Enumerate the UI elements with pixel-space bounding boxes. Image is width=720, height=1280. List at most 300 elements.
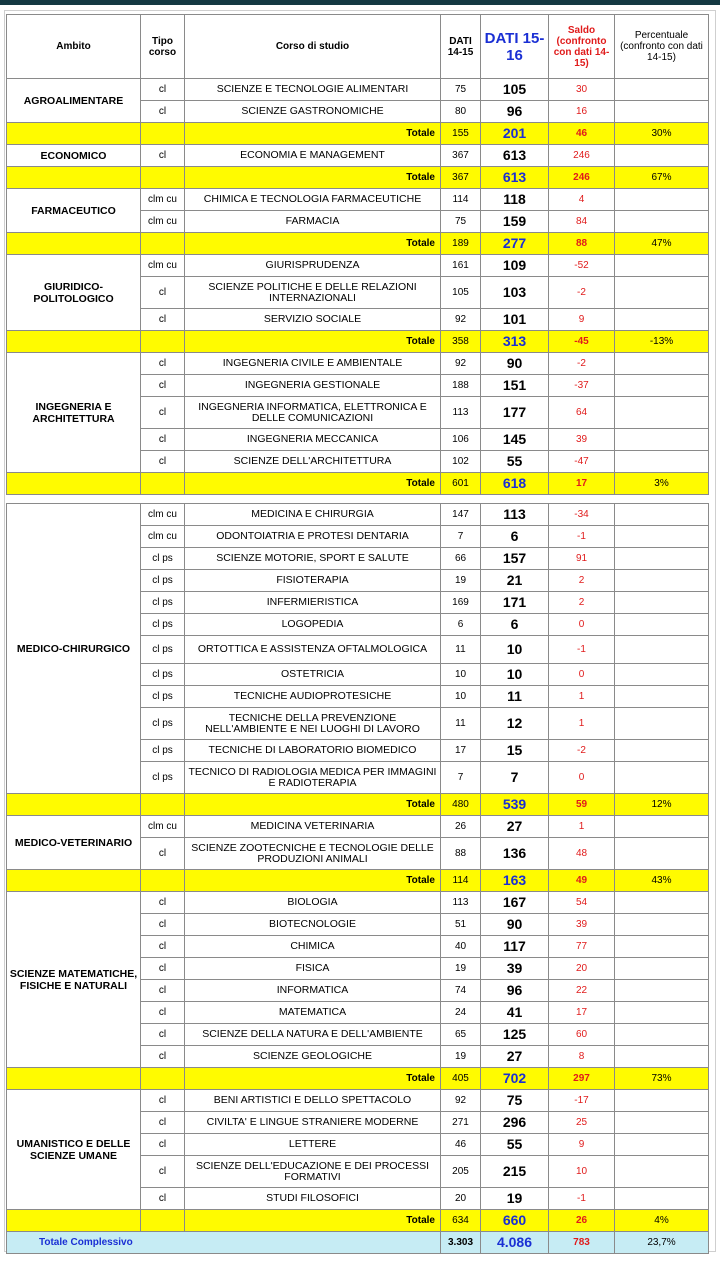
- total-dati-14-15: 634: [441, 1210, 481, 1232]
- grand-total-saldo: 783: [549, 1232, 615, 1254]
- tipo-cell: cl: [141, 958, 185, 980]
- saldo-cell: 16: [549, 101, 615, 123]
- total-label: Totale: [185, 1068, 441, 1090]
- total-saldo: 246: [549, 167, 615, 189]
- total-ambito-cell: [7, 331, 141, 353]
- total-tipo-cell: [141, 1210, 185, 1232]
- percent-cell: [615, 189, 709, 211]
- course-row: [7, 892, 709, 914]
- course-name-cell: ORTOTTICA E ASSISTENZA OFTALMOLOGICA: [185, 636, 441, 664]
- course-name-cell: SCIENZE E TECNOLOGIE ALIMENTARI: [185, 79, 441, 101]
- course-row: [7, 353, 709, 375]
- percent-cell: [615, 1024, 709, 1046]
- ambito-cell: FARMACEUTICO: [7, 189, 141, 233]
- dati-14-15-cell: 7: [441, 762, 481, 794]
- tipo-cell: cl: [141, 892, 185, 914]
- enrollment-table-top: [6, 14, 709, 495]
- percent-cell: [615, 145, 709, 167]
- grand-total-percentuale: 23,7%: [615, 1232, 709, 1254]
- total-tipo-cell: [141, 473, 185, 495]
- total-dati-14-15: 405: [441, 1068, 481, 1090]
- tipo-cell: cl ps: [141, 548, 185, 570]
- grand-total-label: Totale Complessivo: [7, 1232, 441, 1254]
- total-tipo-cell: [141, 233, 185, 255]
- course-row: [7, 189, 709, 211]
- ambito-cell: GIURIDICO-POLITOLOGICO: [7, 255, 141, 331]
- dati-14-15-cell: 11: [441, 636, 481, 664]
- dati-15-16-cell: 55: [481, 1134, 549, 1156]
- dati-15-16-cell: 90: [481, 353, 549, 375]
- percent-cell: [615, 211, 709, 233]
- total-dati-14-15: 189: [441, 233, 481, 255]
- total-ambito-cell: [7, 233, 141, 255]
- saldo-cell: 10: [549, 1156, 615, 1188]
- saldo-cell: 246: [549, 145, 615, 167]
- total-label: Totale: [185, 794, 441, 816]
- dati-15-16-cell: 125: [481, 1024, 549, 1046]
- tipo-cell: clm cu: [141, 816, 185, 838]
- dati-14-15-cell: 26: [441, 816, 481, 838]
- course-row: [7, 79, 709, 101]
- saldo-cell: 48: [549, 838, 615, 870]
- header-dati-14-15: DATI 14-15: [441, 15, 481, 79]
- dati-14-15-cell: 19: [441, 570, 481, 592]
- percent-cell: [615, 958, 709, 980]
- percent-cell: [615, 397, 709, 429]
- grand-total-dati-14-15: 3.303: [441, 1232, 481, 1254]
- dati-14-15-cell: 65: [441, 1024, 481, 1046]
- course-name-cell: INFORMATICA: [185, 980, 441, 1002]
- saldo-cell: 30: [549, 79, 615, 101]
- total-label: Totale: [185, 1210, 441, 1232]
- total-saldo: 17: [549, 473, 615, 495]
- percent-cell: [615, 636, 709, 664]
- grand-total-dati-15-16: 4.086: [481, 1232, 549, 1254]
- dati-15-16-cell: 21: [481, 570, 549, 592]
- course-row: [7, 1090, 709, 1112]
- dati-14-15-cell: 24: [441, 1002, 481, 1024]
- course-name-cell: BIOTECNOLOGIE: [185, 914, 441, 936]
- dati-15-16-cell: 105: [481, 79, 549, 101]
- dati-15-16-cell: 109: [481, 255, 549, 277]
- percent-cell: [615, 708, 709, 740]
- course-name-cell: INFERMIERISTICA: [185, 592, 441, 614]
- dati-15-16-cell: 96: [481, 980, 549, 1002]
- total-label: Totale: [185, 123, 441, 145]
- dati-15-16-cell: 55: [481, 451, 549, 473]
- header-row: [7, 15, 709, 79]
- percent-cell: [615, 816, 709, 838]
- dati-14-15-cell: 66: [441, 548, 481, 570]
- dati-14-15-cell: 88: [441, 838, 481, 870]
- percent-cell: [615, 570, 709, 592]
- course-name-cell: SCIENZE DELL'EDUCAZIONE E DEI PROCESSI FORMATIVI: [185, 1156, 441, 1188]
- dati-14-15-cell: 11: [441, 708, 481, 740]
- total-percentuale: 30%: [615, 123, 709, 145]
- total-saldo: -45: [549, 331, 615, 353]
- dati-15-16-cell: 27: [481, 816, 549, 838]
- course-name-cell: GIURISPRUDENZA: [185, 255, 441, 277]
- dati-15-16-cell: 6: [481, 526, 549, 548]
- saldo-cell: 0: [549, 664, 615, 686]
- total-ambito-cell: [7, 1068, 141, 1090]
- dati-14-15-cell: 10: [441, 664, 481, 686]
- total-ambito-cell: [7, 870, 141, 892]
- total-label: Totale: [185, 473, 441, 495]
- tipo-cell: cl: [141, 1002, 185, 1024]
- total-tipo-cell: [141, 123, 185, 145]
- course-name-cell: SERVIZIO SOCIALE: [185, 309, 441, 331]
- tipo-cell: cl: [141, 79, 185, 101]
- dati-15-16-cell: 101: [481, 309, 549, 331]
- course-name-cell: CHIMICA E TECNOLOGIA FARMACEUTICHE: [185, 189, 441, 211]
- dati-14-15-cell: 92: [441, 353, 481, 375]
- percent-cell: [615, 914, 709, 936]
- total-tipo-cell: [141, 870, 185, 892]
- dati-15-16-cell: 90: [481, 914, 549, 936]
- total-ambito-cell: [7, 473, 141, 495]
- total-label: Totale: [185, 233, 441, 255]
- percent-cell: [615, 255, 709, 277]
- dati-15-16-cell: 7: [481, 762, 549, 794]
- header-dati-15-16: DATI 15-16: [481, 15, 549, 79]
- saldo-cell: 1: [549, 816, 615, 838]
- total-tipo-cell: [141, 794, 185, 816]
- saldo-cell: 0: [549, 762, 615, 794]
- dati-14-15-cell: 75: [441, 211, 481, 233]
- course-name-cell: TECNICHE DELLA PREVENZIONE NELL'AMBIENTE E NEI LUOGHI DI LAVORO: [185, 708, 441, 740]
- dati-15-16-cell: 75: [481, 1090, 549, 1112]
- course-name-cell: INGEGNERIA CIVILE E AMBIENTALE: [185, 353, 441, 375]
- course-name-cell: SCIENZE POLITICHE E DELLE RELAZIONI INTERNAZIONALI: [185, 277, 441, 309]
- course-name-cell: TECNICO DI RADIOLOGIA MEDICA PER IMMAGINI E RADIOTERAPIA: [185, 762, 441, 794]
- tipo-cell: cl ps: [141, 708, 185, 740]
- dati-15-16-cell: 613: [481, 145, 549, 167]
- percent-cell: [615, 1002, 709, 1024]
- percent-cell: [615, 375, 709, 397]
- saldo-cell: -2: [549, 353, 615, 375]
- dati-14-15-cell: 10: [441, 686, 481, 708]
- dati-14-15-cell: 102: [441, 451, 481, 473]
- total-dati-15-16: 163: [481, 870, 549, 892]
- percent-cell: [615, 429, 709, 451]
- course-name-cell: SCIENZE DELLA NATURA E DELL'AMBIENTE: [185, 1024, 441, 1046]
- dati-15-16-cell: 27: [481, 1046, 549, 1068]
- tipo-cell: cl: [141, 1112, 185, 1134]
- header-corso: Corso di studio: [185, 15, 441, 79]
- tipo-cell: clm cu: [141, 189, 185, 211]
- course-name-cell: BIOLOGIA: [185, 892, 441, 914]
- dati-14-15-cell: 105: [441, 277, 481, 309]
- saldo-cell: 39: [549, 429, 615, 451]
- total-percentuale: 4%: [615, 1210, 709, 1232]
- dati-14-15-cell: 106: [441, 429, 481, 451]
- tipo-cell: cl ps: [141, 686, 185, 708]
- dati-15-16-cell: 41: [481, 1002, 549, 1024]
- total-saldo: 297: [549, 1068, 615, 1090]
- total-saldo: 49: [549, 870, 615, 892]
- ambito-cell: INGEGNERIA E ARCHITETTURA: [7, 353, 141, 473]
- tipo-cell: clm cu: [141, 526, 185, 548]
- course-name-cell: SCIENZE GASTRONOMICHE: [185, 101, 441, 123]
- ambito-cell: UMANISTICO E DELLE SCIENZE UMANE: [7, 1090, 141, 1210]
- total-percentuale: -13%: [615, 331, 709, 353]
- total-saldo: 46: [549, 123, 615, 145]
- tipo-cell: cl: [141, 397, 185, 429]
- course-name-cell: ODONTOIATRIA E PROTESI DENTARIA: [185, 526, 441, 548]
- dati-14-15-cell: 6: [441, 614, 481, 636]
- course-name-cell: FISICA: [185, 958, 441, 980]
- saldo-cell: -17: [549, 1090, 615, 1112]
- dati-15-16-cell: 151: [481, 375, 549, 397]
- header-ambito: Ambito: [7, 15, 141, 79]
- dati-15-16-cell: 12: [481, 708, 549, 740]
- dati-14-15-cell: 7: [441, 526, 481, 548]
- tipo-cell: cl: [141, 277, 185, 309]
- header-percentuale: Percentuale (confronto con dati 14-15): [615, 15, 709, 79]
- percent-cell: [615, 1188, 709, 1210]
- saldo-cell: -34: [549, 504, 615, 526]
- dati-14-15-cell: 271: [441, 1112, 481, 1134]
- course-row: [7, 255, 709, 277]
- course-name-cell: SCIENZE GEOLOGICHE: [185, 1046, 441, 1068]
- total-dati-15-16: 539: [481, 794, 549, 816]
- total-row: [7, 1068, 709, 1090]
- total-percentuale: 3%: [615, 473, 709, 495]
- saldo-cell: -1: [549, 526, 615, 548]
- course-name-cell: TECNICHE AUDIOPROTESICHE: [185, 686, 441, 708]
- total-dati-14-15: 367: [441, 167, 481, 189]
- dati-14-15-cell: 17: [441, 740, 481, 762]
- total-row: [7, 473, 709, 495]
- course-row: [7, 816, 709, 838]
- saldo-cell: 1: [549, 686, 615, 708]
- percent-cell: [615, 1090, 709, 1112]
- tipo-cell: cl ps: [141, 636, 185, 664]
- dati-14-15-cell: 19: [441, 1046, 481, 1068]
- tipo-cell: cl ps: [141, 740, 185, 762]
- dati-14-15-cell: 161: [441, 255, 481, 277]
- tipo-cell: cl ps: [141, 592, 185, 614]
- total-label: Totale: [185, 331, 441, 353]
- tipo-cell: cl ps: [141, 762, 185, 794]
- percent-cell: [615, 277, 709, 309]
- tipo-cell: cl: [141, 145, 185, 167]
- total-percentuale: 67%: [615, 167, 709, 189]
- saldo-cell: 60: [549, 1024, 615, 1046]
- total-ambito-cell: [7, 167, 141, 189]
- total-percentuale: 47%: [615, 233, 709, 255]
- total-saldo: 59: [549, 794, 615, 816]
- saldo-cell: 9: [549, 1134, 615, 1156]
- percent-cell: [615, 309, 709, 331]
- saldo-cell: -1: [549, 636, 615, 664]
- total-dati-15-16: 702: [481, 1068, 549, 1090]
- ambito-cell: AGROALIMENTARE: [7, 79, 141, 123]
- percent-cell: [615, 79, 709, 101]
- dati-14-15-cell: 92: [441, 309, 481, 331]
- tipo-cell: cl: [141, 309, 185, 331]
- tipo-cell: cl: [141, 936, 185, 958]
- total-tipo-cell: [141, 167, 185, 189]
- dati-15-16-cell: 171: [481, 592, 549, 614]
- dati-14-15-cell: 46: [441, 1134, 481, 1156]
- saldo-cell: 17: [549, 1002, 615, 1024]
- percent-cell: [615, 980, 709, 1002]
- dati-14-15-cell: 114: [441, 189, 481, 211]
- total-dati-14-15: 155: [441, 123, 481, 145]
- saldo-cell: 8: [549, 1046, 615, 1068]
- header-tipo-corso: Tipo corso: [141, 15, 185, 79]
- total-dati-15-16: 313: [481, 331, 549, 353]
- course-name-cell: MATEMATICA: [185, 1002, 441, 1024]
- saldo-cell: -1: [549, 1188, 615, 1210]
- tipo-cell: cl ps: [141, 664, 185, 686]
- saldo-cell: -47: [549, 451, 615, 473]
- percent-cell: [615, 686, 709, 708]
- total-row: [7, 331, 709, 353]
- dati-14-15-cell: 80: [441, 101, 481, 123]
- ambito-cell: ECONOMICO: [7, 145, 141, 167]
- course-name-cell: ECONOMIA E MANAGEMENT: [185, 145, 441, 167]
- tipo-cell: cl: [141, 1134, 185, 1156]
- total-dati-14-15: 480: [441, 794, 481, 816]
- dati-15-16-cell: 103: [481, 277, 549, 309]
- percent-cell: [615, 1112, 709, 1134]
- dati-15-16-cell: 157: [481, 548, 549, 570]
- percent-cell: [615, 592, 709, 614]
- total-row: [7, 870, 709, 892]
- total-row: [7, 794, 709, 816]
- tipo-cell: cl: [141, 838, 185, 870]
- course-name-cell: FISIOTERAPIA: [185, 570, 441, 592]
- saldo-cell: 0: [549, 614, 615, 636]
- saldo-cell: 4: [549, 189, 615, 211]
- top-bar: [0, 0, 720, 5]
- percent-cell: [615, 1046, 709, 1068]
- dati-15-16-cell: 96: [481, 101, 549, 123]
- dati-15-16-cell: 11: [481, 686, 549, 708]
- course-row: [7, 504, 709, 526]
- dati-14-15-cell: 113: [441, 397, 481, 429]
- total-ambito-cell: [7, 1210, 141, 1232]
- tipo-cell: cl: [141, 980, 185, 1002]
- saldo-cell: 91: [549, 548, 615, 570]
- dati-15-16-cell: 113: [481, 504, 549, 526]
- total-ambito-cell: [7, 123, 141, 145]
- course-name-cell: MEDICINA VETERINARIA: [185, 816, 441, 838]
- tipo-cell: cl: [141, 1188, 185, 1210]
- total-saldo: 88: [549, 233, 615, 255]
- saldo-cell: 2: [549, 592, 615, 614]
- dati-15-16-cell: 10: [481, 636, 549, 664]
- tipo-cell: cl: [141, 429, 185, 451]
- percent-cell: [615, 1156, 709, 1188]
- percent-cell: [615, 936, 709, 958]
- course-name-cell: SCIENZE ZOOTECNICHE E TECNOLOGIE DELLE PRODUZIONI ANIMALI: [185, 838, 441, 870]
- percent-cell: [615, 664, 709, 686]
- tipo-cell: clm cu: [141, 211, 185, 233]
- total-saldo: 26: [549, 1210, 615, 1232]
- percent-cell: [615, 353, 709, 375]
- course-name-cell: CHIMICA: [185, 936, 441, 958]
- percent-cell: [615, 614, 709, 636]
- tipo-cell: cl: [141, 1156, 185, 1188]
- saldo-cell: 9: [549, 309, 615, 331]
- header-saldo: Saldo (confronto con dati 14-15): [549, 15, 615, 79]
- total-dati-14-15: 358: [441, 331, 481, 353]
- percent-cell: [615, 838, 709, 870]
- course-row: [7, 145, 709, 167]
- total-dati-15-16: 201: [481, 123, 549, 145]
- percent-cell: [615, 451, 709, 473]
- tipo-cell: cl: [141, 101, 185, 123]
- total-row: [7, 167, 709, 189]
- percent-cell: [615, 1134, 709, 1156]
- dati-14-15-cell: 113: [441, 892, 481, 914]
- dati-14-15-cell: 75: [441, 79, 481, 101]
- course-name-cell: CIVILTA' E LINGUE STRANIERE MODERNE: [185, 1112, 441, 1134]
- total-row: [7, 233, 709, 255]
- saldo-cell: -37: [549, 375, 615, 397]
- dati-15-16-cell: 215: [481, 1156, 549, 1188]
- course-name-cell: SCIENZE MOTORIE, SPORT E SALUTE: [185, 548, 441, 570]
- total-dati-15-16: 660: [481, 1210, 549, 1232]
- saldo-cell: 2: [549, 570, 615, 592]
- total-label: Totale: [185, 167, 441, 189]
- dati-14-15-cell: 147: [441, 504, 481, 526]
- percent-cell: [615, 548, 709, 570]
- saldo-cell: -2: [549, 277, 615, 309]
- percent-cell: [615, 762, 709, 794]
- saldo-cell: 84: [549, 211, 615, 233]
- saldo-cell: -52: [549, 255, 615, 277]
- course-name-cell: BENI ARTISTICI E DELLO SPETTACOLO: [185, 1090, 441, 1112]
- percent-cell: [615, 504, 709, 526]
- dati-14-15-cell: 205: [441, 1156, 481, 1188]
- dati-14-15-cell: 169: [441, 592, 481, 614]
- saldo-cell: 39: [549, 914, 615, 936]
- total-label: Totale: [185, 870, 441, 892]
- tipo-cell: cl: [141, 914, 185, 936]
- tipo-cell: cl: [141, 1046, 185, 1068]
- total-ambito-cell: [7, 794, 141, 816]
- dati-15-16-cell: 117: [481, 936, 549, 958]
- saldo-cell: 1: [549, 708, 615, 740]
- saldo-cell: 22: [549, 980, 615, 1002]
- course-name-cell: INGEGNERIA MECCANICA: [185, 429, 441, 451]
- tipo-cell: cl: [141, 451, 185, 473]
- dati-15-16-cell: 118: [481, 189, 549, 211]
- saldo-cell: 25: [549, 1112, 615, 1134]
- percent-cell: [615, 892, 709, 914]
- total-dati-14-15: 114: [441, 870, 481, 892]
- dati-14-15-cell: 51: [441, 914, 481, 936]
- total-dati-15-16: 277: [481, 233, 549, 255]
- ambito-cell: MEDICO-CHIRURGICO: [7, 504, 141, 794]
- grand-total-row: [7, 1232, 709, 1254]
- dati-15-16-cell: 159: [481, 211, 549, 233]
- total-percentuale: 73%: [615, 1068, 709, 1090]
- percent-cell: [615, 740, 709, 762]
- tipo-cell: clm cu: [141, 504, 185, 526]
- dati-15-16-cell: 296: [481, 1112, 549, 1134]
- course-name-cell: MEDICINA E CHIRURGIA: [185, 504, 441, 526]
- total-dati-14-15: 601: [441, 473, 481, 495]
- course-name-cell: LETTERE: [185, 1134, 441, 1156]
- dati-15-16-cell: 167: [481, 892, 549, 914]
- tipo-cell: cl: [141, 1024, 185, 1046]
